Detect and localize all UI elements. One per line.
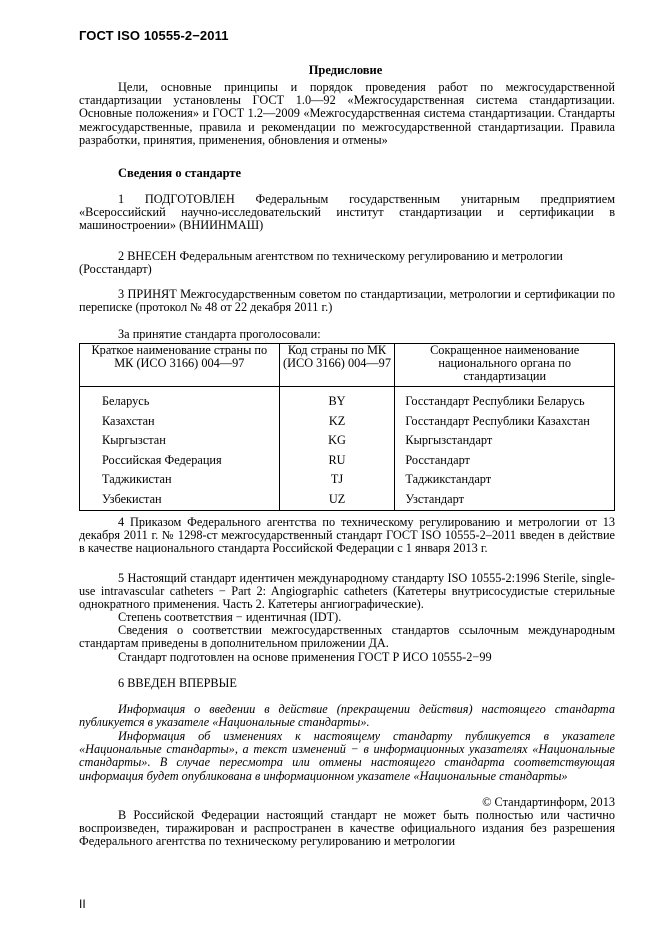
header-code: Код страны по МК (ИСО 3166) 004—97 xyxy=(279,344,395,387)
preface-paragraph: Цели, основные принципы и порядок проведения работ по межгосударственной стандартизации установлены ГОСТ 1.0—92 «Межгосударственная система стандартизации. Основные положения» и ГОСТ 1.2—2009 «Межгосударственная система стандартизации. Стандарты межгосударственные, правила и рекомендации по межгосударственной стандартизации. Правила разработки, принятия, применения, обновления и отмены» xyxy=(79,80,615,147)
cell-country: Кыргызстан xyxy=(80,431,280,451)
cell-code: TJ xyxy=(279,470,395,490)
cell-country: Беларусь xyxy=(80,387,280,412)
cell-code: KG xyxy=(279,431,395,451)
info-item-2: 2 ВНЕСЕН Федеральным агентством по техническому регулированию и метрологии (Росстандарт) xyxy=(79,249,563,277)
header-country: Краткое наименование страны по МК (ИСО 3166) 004—97 xyxy=(80,344,280,387)
table-row xyxy=(80,431,615,451)
table-row xyxy=(80,387,615,412)
cell-country: Казахстан xyxy=(80,412,280,432)
cell-code: UZ xyxy=(279,490,395,510)
table-row xyxy=(80,470,615,490)
final-paragraph: В Российской Федерации настоящий стандарт не может быть полностью или частично воспроизведен, тиражирован и распространен в качестве официального издания без разрешения Федерального агентства по техническому регулированию и метрологии xyxy=(79,808,615,849)
info-item-4: 4 Приказом Федерального агентства по техническому регулированию и метрологии от 13 декабря 2011 г. № 1298-ст межгосударственный стандарт ГОСТ ISO 10555-2–2011 введен в действие в качестве национального стандарта Российской Федерации с 1 января 2013 г. xyxy=(79,515,615,556)
cell-code: BY xyxy=(279,387,395,412)
table-row xyxy=(80,412,615,432)
cell-body: Кыргызстандарт xyxy=(395,431,615,451)
info-item-1: 1 ПОДГОТОВЛЕН Федеральным государственным унитарным предприятием «Всероссийский научно-исследовательский институт стандартизации и сертификации в машиностроении» (ВНИИНМАШ) xyxy=(79,192,615,233)
info-item-5-basis: Стандарт подготовлен на основе применения ГОСТ Р ИСО 10555-2−99 xyxy=(118,650,492,664)
cell-body: Таджикстандарт xyxy=(395,470,615,490)
italic-note-1: Информация о введении в действие (прекращении действия) настоящего стандарта публикуется в указателе «Национальные стандарты». xyxy=(79,702,615,730)
cell-code: KZ xyxy=(279,412,395,432)
table-header-row xyxy=(80,344,615,387)
copyright-line: © Стандартинформ, 2013 xyxy=(482,795,615,809)
cell-body: Госстандарт Республики Казахстан xyxy=(395,412,615,432)
cell-body: Узстандарт xyxy=(395,490,615,510)
header-body: Сокращенное наименование национального органа по стандартизации xyxy=(395,344,615,387)
preface-title: Предисловие xyxy=(308,63,383,77)
cell-country: Таджикистан xyxy=(80,470,280,490)
info-item-5: 5 Настоящий стандарт идентичен международному стандарту ISO 10555-2:1996 Sterile, single-use intravascular catheters − Part 2: Angiographic catheters (Катетеры внутрисосудистые стерильные однократного применения. Часть 2. Катетеры ангиографические). xyxy=(79,571,615,612)
table-row xyxy=(80,490,615,510)
voting-table xyxy=(79,343,615,511)
info-item-5-degree: Степень соответствия − идентичная (IDT). xyxy=(118,610,342,624)
document-code-header: ГОСТ ISO 10555-2−2011 xyxy=(79,28,229,43)
info-title: Сведения о стандарте xyxy=(118,166,242,180)
cell-country: Узбекистан xyxy=(80,490,280,510)
info-item-6: 6 ВВЕДЕН ВПЕРВЫЕ xyxy=(118,676,237,690)
cell-body: Росстандарт xyxy=(395,451,615,471)
page-number: II xyxy=(79,897,86,911)
cell-country: Российская Федерация xyxy=(80,451,280,471)
cell-code: RU xyxy=(279,451,395,471)
italic-note-2: Информация об изменениях к настоящему стандарту публикуется в указателе «Национальные стандарты», а текст изменений − в информационных указателях «Национальные стандарты». В случае пересмотра или отмены настоящего стандарта соответствующая информация будет опубликована в информационном указателе «Национальные стандарты» xyxy=(79,729,615,783)
voted-intro: За принятие стандарта проголосовали: xyxy=(118,327,321,341)
info-item-5-refs: Сведения о соответствии межгосударственных стандартов ссылочным международным стандартам приведены в дополнительном приложении ДА. xyxy=(79,623,615,651)
info-item-3: 3 ПРИНЯТ Межгосударственным советом по стандартизации, метрологии и сертификации по переписке (протокол № 48 от 22 декабря 2011 г.) xyxy=(79,287,615,315)
cell-body: Госстандарт Республики Беларусь xyxy=(395,387,615,412)
table-row xyxy=(80,451,615,471)
